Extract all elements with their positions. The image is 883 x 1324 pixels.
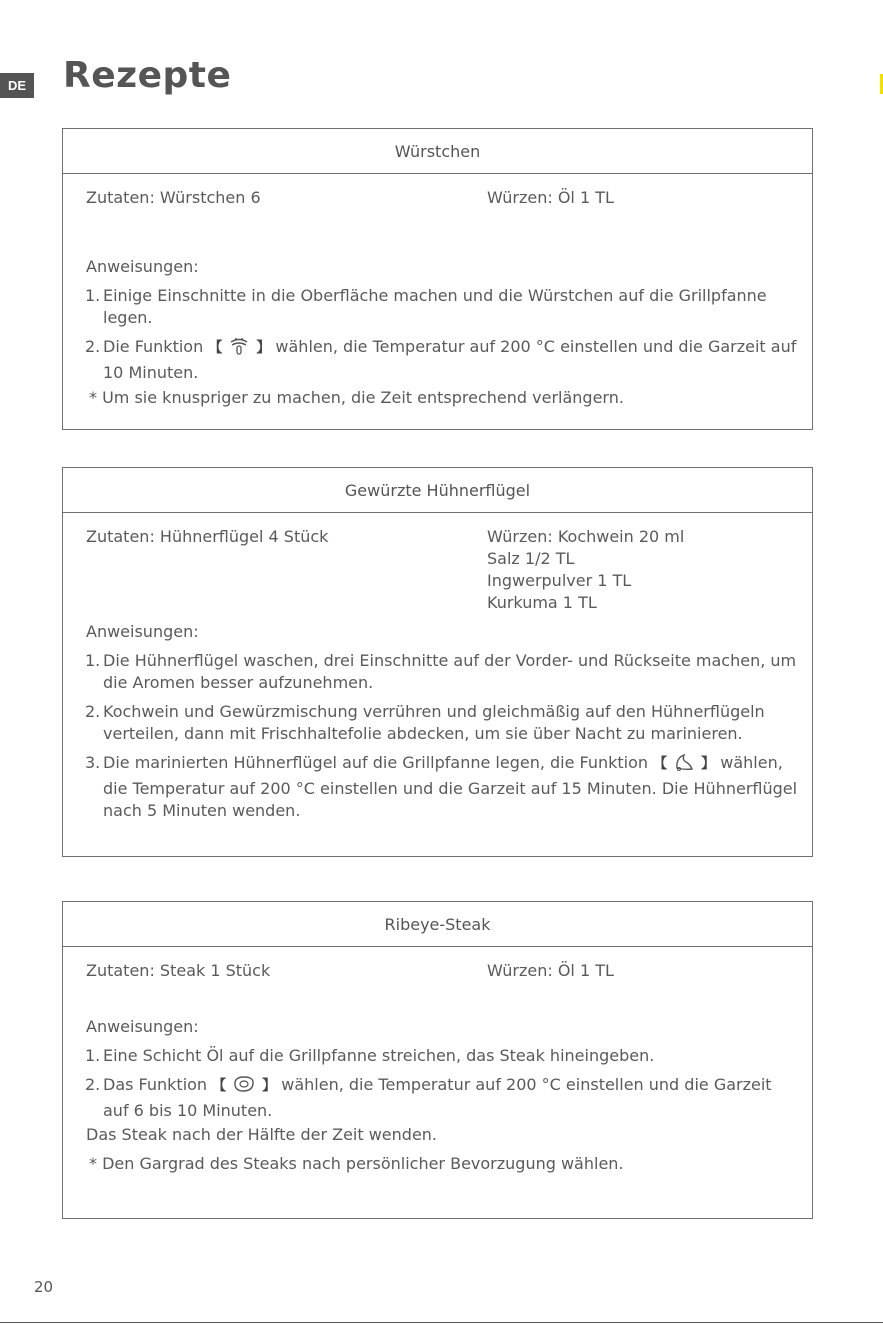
bracket-close: 】 <box>701 756 716 772</box>
step-number: 3. <box>85 753 101 772</box>
steps-list <box>85 650 802 829</box>
bracket-open: 【 <box>208 340 223 356</box>
step-text: Einige Einschnitte in die Oberfläche machen und die Würstchen auf die Grillpfanne legen. <box>103 286 767 327</box>
bracket-close: 】 <box>256 340 271 356</box>
step-text: Die Funktion <box>103 337 204 356</box>
step-item <box>85 650 802 694</box>
step-text-after: wählen, die Temperatur auf 200 °C einstellen und die Garzeit auf 10 Minuten. <box>103 337 797 382</box>
ingredients: Zutaten: Hühnerflügel 4 Stück <box>86 527 329 546</box>
instructions-label: Anweisungen: <box>86 1017 199 1036</box>
step-number: 2. <box>85 702 101 721</box>
step-text: Eine Schicht Öl auf die Grillpfanne streichen, das Steak hineingeben. <box>103 1046 655 1065</box>
step-item <box>85 1045 802 1067</box>
step-text-after: wählen, die Temperatur auf 200 °C einstellen und die Garzeit auf 6 bis 10 Minuten. <box>103 1075 772 1120</box>
seasoning <box>487 526 684 614</box>
step-item <box>85 752 802 822</box>
steps-list <box>85 1045 802 1129</box>
step-text: Kochwein und Gewürzmischung verrühren und gleichmäßig auf den Hühnerflügeln verteilen, dann mit Frischhaltefolie abdecken, um sie über Nacht zu marinieren. <box>103 702 765 743</box>
instructions-label: Anweisungen: <box>86 622 199 641</box>
steak-icon <box>232 1074 256 1100</box>
recipe-note: * Um sie knuspriger zu machen, die Zeit entsprechend verlängern. <box>89 388 624 407</box>
seasoning-line: Würzen: Kochwein 20 ml <box>487 527 685 546</box>
step-item <box>85 336 802 384</box>
bracket-open: 【 <box>653 756 668 772</box>
step-number: 2. <box>85 1075 101 1094</box>
instructions-label: Anweisungen: <box>86 257 199 276</box>
seasoning-line: Kurkuma 1 TL <box>487 593 597 612</box>
ingredients: Zutaten: Würstchen 6 <box>86 188 261 207</box>
step-text: Das Funktion <box>103 1075 208 1094</box>
seasoning-line: Ingwerpulver 1 TL <box>487 571 632 590</box>
step-number: 1. <box>85 1046 101 1065</box>
recipe-title: Würstchen <box>63 129 812 174</box>
recipe-card-huehnerfluegel <box>62 467 813 857</box>
steps-list <box>85 285 802 391</box>
step-number: 1. <box>85 286 101 305</box>
seasoning <box>487 960 614 982</box>
step-number: 2. <box>85 337 101 356</box>
bottom-divider <box>0 1322 883 1323</box>
sausage-icon <box>228 336 250 362</box>
recipe-title: Gewürzte Hühnerflügel <box>63 468 812 513</box>
step-text: Die Hühnerflügel waschen, drei Einschnitte auf der Vorder- und Rückseite machen, um die Aromen besser aufzunehmen. <box>103 651 797 692</box>
seasoning-line: Würzen: Öl 1 TL <box>487 961 614 980</box>
ingredients: Zutaten: Steak 1 Stück <box>86 961 271 980</box>
seasoning-line: Würzen: Öl 1 TL <box>487 188 614 207</box>
page-title: Rezepte <box>63 55 232 96</box>
seasoning <box>487 187 614 209</box>
recipe-note: * Den Gargrad des Steaks nach persönlicher Bevorzugung wählen. <box>89 1154 624 1173</box>
seasoning-line: Salz 1/2 TL <box>487 549 575 568</box>
step-item <box>85 701 802 745</box>
step-number: 1. <box>85 651 101 670</box>
language-badge: DE <box>0 73 34 98</box>
chicken-wing-icon <box>673 752 695 778</box>
page-number: 20 <box>34 1278 54 1296</box>
step-text: Die marinierten Hühnerflügel auf die Grillpfanne legen, die Funktion <box>103 753 649 772</box>
extra-instruction: Das Steak nach der Hälfte der Zeit wenden. <box>86 1125 438 1144</box>
bracket-close: 】 <box>262 1078 277 1094</box>
recipe-title: Ribeye-Steak <box>63 902 812 947</box>
recipe-card-ribeye-steak <box>62 901 813 1219</box>
step-text-after: wählen, die Temperatur auf 200 °C einstellen und die Garzeit auf 15 Minuten. Die Hühnerflügel nach 5 Minuten wenden. <box>103 753 798 820</box>
bracket-open: 【 <box>212 1078 227 1094</box>
step-item <box>85 1074 802 1122</box>
recipe-card-wuerstchen <box>62 128 813 430</box>
step-item <box>85 285 802 329</box>
